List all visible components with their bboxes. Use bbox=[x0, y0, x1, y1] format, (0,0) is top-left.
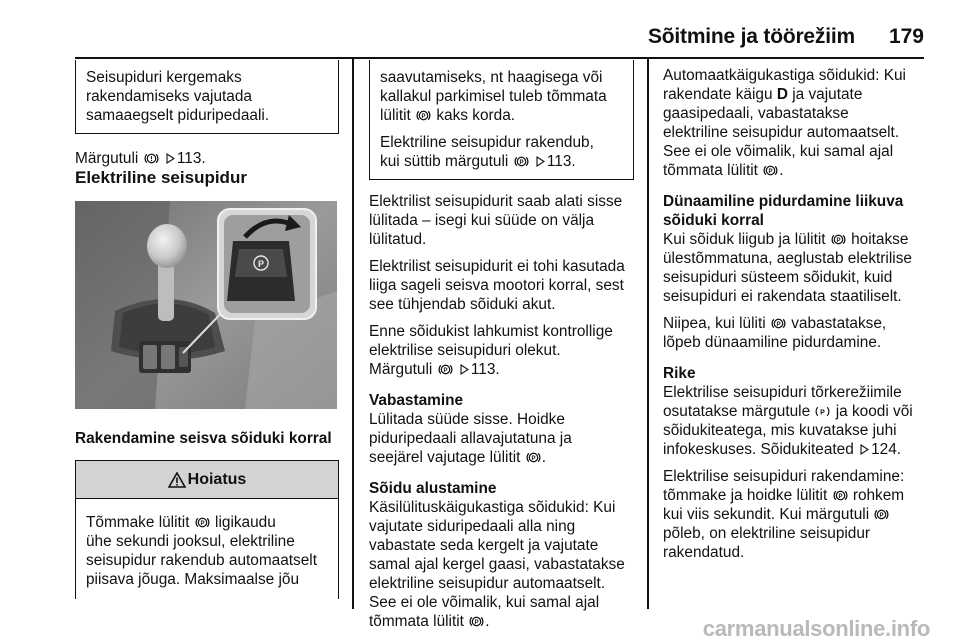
text-line: Lülitada süüde sisse. Hoidke bbox=[369, 411, 565, 428]
indicator-paragraph bbox=[75, 149, 339, 168]
text-line: lülitatud. bbox=[369, 231, 427, 248]
text-line bbox=[369, 448, 634, 467]
text-line: liiga sageli seisva mootori korral, sest bbox=[369, 277, 624, 294]
text-line: gaasipedaali, vabastatakse bbox=[663, 105, 849, 122]
subheading-fault: Rike bbox=[663, 365, 696, 382]
svg-text:P: P bbox=[531, 454, 536, 462]
text-span: lülitit bbox=[380, 107, 411, 124]
parking-brake-icon bbox=[763, 163, 778, 178]
page-reference: 113. bbox=[470, 361, 500, 378]
subheading-dynamic-braking bbox=[663, 192, 928, 230]
text-line: Elektrilise seisupiduri tõrkerežiimile bbox=[663, 384, 902, 401]
paragraph bbox=[663, 383, 928, 459]
paragraph bbox=[369, 498, 634, 631]
text-line: Käsilülituskäigukastiga sõidukid: Kui bbox=[369, 499, 616, 516]
column-2 bbox=[369, 60, 634, 631]
page-ref-arrow-icon bbox=[860, 444, 869, 455]
page-reference: 113. bbox=[546, 153, 576, 170]
text-line: samaaegselt piduripedaali. bbox=[86, 107, 270, 124]
svg-text:P: P bbox=[421, 112, 426, 120]
text-span: kui viis sekundit. Kui märgutuli bbox=[663, 506, 870, 523]
text-line bbox=[369, 612, 634, 631]
text-line: Elektrilist seisupidurit ei tohi kasutada bbox=[369, 258, 625, 275]
continued-warning-box bbox=[369, 60, 634, 180]
text-line: see tühjendab sõiduki akut. bbox=[369, 296, 556, 313]
page-ref-arrow-icon bbox=[536, 156, 545, 167]
text-line: seisupidur rakendub automaatselt bbox=[86, 552, 318, 569]
text-line bbox=[369, 360, 634, 379]
text-line: vajutate siduripedaali alla ning bbox=[369, 518, 576, 535]
paragraph bbox=[663, 467, 928, 562]
page-reference: 124. bbox=[871, 441, 902, 458]
svg-text:P: P bbox=[838, 492, 843, 500]
text-line: kallakul parkimisel tuleb tõmmata bbox=[380, 88, 607, 105]
text-span: . bbox=[485, 613, 490, 630]
page-reference: 113. bbox=[176, 150, 206, 167]
watermark: carmanualsonline.info bbox=[702, 616, 930, 641]
parking-brake-photo bbox=[75, 201, 337, 409]
text-line: lõpeb dünaamiline pidurdamine. bbox=[663, 334, 882, 351]
text-line: ülestõmmatuna, aeglustab elektrilise bbox=[663, 250, 912, 267]
parking-brake-icon bbox=[416, 108, 431, 123]
parking-brake-icon bbox=[195, 515, 210, 530]
text-line bbox=[380, 152, 625, 171]
svg-text:P: P bbox=[474, 618, 479, 626]
text-span: seejärel vajutage lülitit bbox=[369, 449, 521, 466]
text-line: piduripedaali allavajutatuna ja bbox=[369, 430, 572, 447]
svg-text:P: P bbox=[879, 511, 884, 519]
text-span: Märgutuli bbox=[369, 361, 433, 378]
header-rule bbox=[75, 57, 924, 59]
text-line bbox=[663, 440, 928, 459]
console-illustration bbox=[75, 201, 337, 409]
page-ref-arrow-icon bbox=[460, 364, 469, 375]
text-span: infokeskuses. Sõidukiteated bbox=[663, 441, 854, 458]
text-line: sõidukiteatega, mis kuvatakse juhi bbox=[663, 422, 897, 439]
paragraph bbox=[369, 257, 634, 314]
section-title: Sõitmine ja töörežiim bbox=[647, 25, 855, 48]
text-line: seisupiduri süsteem sõidukit, kuid bbox=[663, 269, 893, 286]
paragraph bbox=[663, 230, 928, 306]
text-line: Elektrilise seisupiduri rakendamine: bbox=[663, 468, 905, 485]
paragraph bbox=[369, 322, 634, 379]
text-line bbox=[663, 314, 928, 333]
text-span: hoitakse bbox=[851, 231, 909, 248]
paragraph bbox=[369, 192, 634, 249]
text-span: rakendate käigu bbox=[663, 86, 773, 103]
svg-text:P: P bbox=[257, 259, 265, 269]
section-heading: Elektriline seisupidur bbox=[75, 168, 247, 187]
text-line: lülitada – isegi kui süüde on välja bbox=[369, 212, 595, 229]
warning-body bbox=[76, 499, 338, 599]
svg-text:P: P bbox=[519, 158, 524, 166]
text-line: piisava jõuga. Maksimaalse jõu bbox=[86, 571, 300, 588]
text-line: ühe sekundi jooksul, elektriline bbox=[86, 533, 295, 550]
text-span: tõmmake ja hoidke lülitit bbox=[663, 487, 828, 504]
warning-triangle-icon bbox=[168, 472, 186, 488]
text-line: saavutamiseks, nt haagisega või bbox=[380, 69, 603, 86]
text-line: Enne sõidukist lahkumist kontrollige bbox=[369, 323, 613, 340]
text-span: tõmmata lülitit bbox=[663, 162, 758, 179]
text-span: kui süttib märgutuli bbox=[380, 153, 509, 170]
subheading-drive-off: Sõidu alustamine bbox=[369, 480, 497, 497]
svg-text:P: P bbox=[820, 409, 826, 417]
parking-brake-icon bbox=[771, 316, 786, 331]
parking-brake-icon bbox=[833, 488, 848, 503]
text-line: Elektrilist seisupidurit saab alati sisse bbox=[369, 193, 623, 210]
text-line: seisupiduri ei rakendata staatiliselt. bbox=[663, 288, 902, 305]
text-span: Kui sõiduk liigub ja lülitit bbox=[663, 231, 826, 248]
text-line bbox=[663, 230, 928, 249]
text-line: elektriline seisupidur automaatselt. bbox=[369, 575, 606, 592]
parking-brake-icon bbox=[526, 450, 541, 465]
parking-brake-icon bbox=[831, 232, 846, 247]
text-line: Seisupiduri kergemaks bbox=[86, 69, 242, 86]
text-line: elektrilise seisupiduri olekut. bbox=[369, 342, 561, 359]
subheading-release: Vabastamine bbox=[369, 392, 464, 409]
text-line: samal ajal kergel gaasi, vabastatakse bbox=[369, 556, 625, 573]
text-line bbox=[86, 513, 332, 532]
paragraph bbox=[663, 314, 928, 352]
brake-warning-icon bbox=[144, 151, 159, 166]
text-line bbox=[663, 402, 928, 421]
warning-box bbox=[75, 460, 339, 599]
text-line bbox=[663, 486, 928, 505]
text-line: vabastate seda kergelt ja vajutate bbox=[369, 537, 599, 554]
text-line: Automaatkäigukastiga sõidukid: Kui bbox=[663, 67, 906, 84]
text-line: See ei ole võimalik, kui samal ajal bbox=[369, 594, 600, 611]
column-1 bbox=[75, 60, 339, 599]
page-ref-arrow-icon bbox=[166, 153, 175, 164]
column-divider bbox=[352, 57, 354, 609]
text-span: ligikaudu bbox=[215, 514, 276, 531]
text-line: Elektriline seisupidur rakendub, bbox=[380, 134, 594, 151]
text-line: Dünaamiline pidurdamine liikuva bbox=[663, 193, 904, 210]
image-caption: Rakendamine seisva sõiduki korral bbox=[75, 430, 332, 447]
text-span: osutatakse märgutule bbox=[663, 403, 811, 420]
text-line bbox=[380, 106, 625, 125]
column-3 bbox=[663, 66, 928, 562]
text-line bbox=[663, 505, 928, 524]
column-divider bbox=[647, 57, 649, 609]
text-line: sõiduki korral bbox=[663, 212, 764, 229]
text-line: rakendatud. bbox=[663, 544, 745, 561]
fault-indicator-icon bbox=[815, 404, 830, 419]
text-line: põleb, on elektriline seisupidur bbox=[663, 525, 871, 542]
gear-letter: D bbox=[776, 86, 788, 103]
text-line: See ei ole võimalik, kui samal ajal bbox=[663, 143, 894, 160]
text-span: tõmmata lülitit bbox=[369, 613, 464, 630]
text-span: Märgutuli bbox=[75, 150, 139, 167]
text-span: . bbox=[541, 449, 546, 466]
text-line bbox=[663, 161, 928, 180]
text-line: elektriline seisupidur automaatselt. bbox=[663, 124, 900, 141]
svg-text:P: P bbox=[836, 236, 841, 244]
text-span: ja vajutate bbox=[792, 86, 863, 103]
warning-title: Hoiatus bbox=[187, 471, 247, 488]
parking-brake-icon bbox=[514, 154, 529, 169]
svg-text:P: P bbox=[776, 320, 781, 328]
text-span: Niipea, kui lüliti bbox=[663, 315, 766, 332]
svg-text:P: P bbox=[443, 366, 448, 374]
parking-brake-icon bbox=[438, 362, 453, 377]
text-span: kaks korda. bbox=[436, 107, 516, 124]
page-header bbox=[648, 27, 924, 46]
paragraph bbox=[369, 410, 634, 467]
text-span: rohkem bbox=[852, 487, 905, 504]
text-line bbox=[663, 85, 928, 104]
text-line: rakendamiseks vajutada bbox=[86, 88, 252, 105]
svg-text:P: P bbox=[768, 167, 773, 175]
text-span: Tõmmake lülitit bbox=[86, 514, 190, 531]
parking-brake-icon bbox=[874, 507, 889, 522]
page-number: 179 bbox=[888, 25, 924, 48]
text-span: vabastatakse, bbox=[791, 315, 887, 332]
text-span: . bbox=[779, 162, 784, 179]
svg-text:P: P bbox=[200, 519, 205, 527]
warning-header bbox=[76, 461, 338, 499]
paragraph bbox=[663, 66, 928, 180]
parking-brake-icon bbox=[469, 614, 484, 629]
continued-note-box bbox=[75, 60, 339, 134]
text-span: ja koodi või bbox=[835, 403, 913, 420]
